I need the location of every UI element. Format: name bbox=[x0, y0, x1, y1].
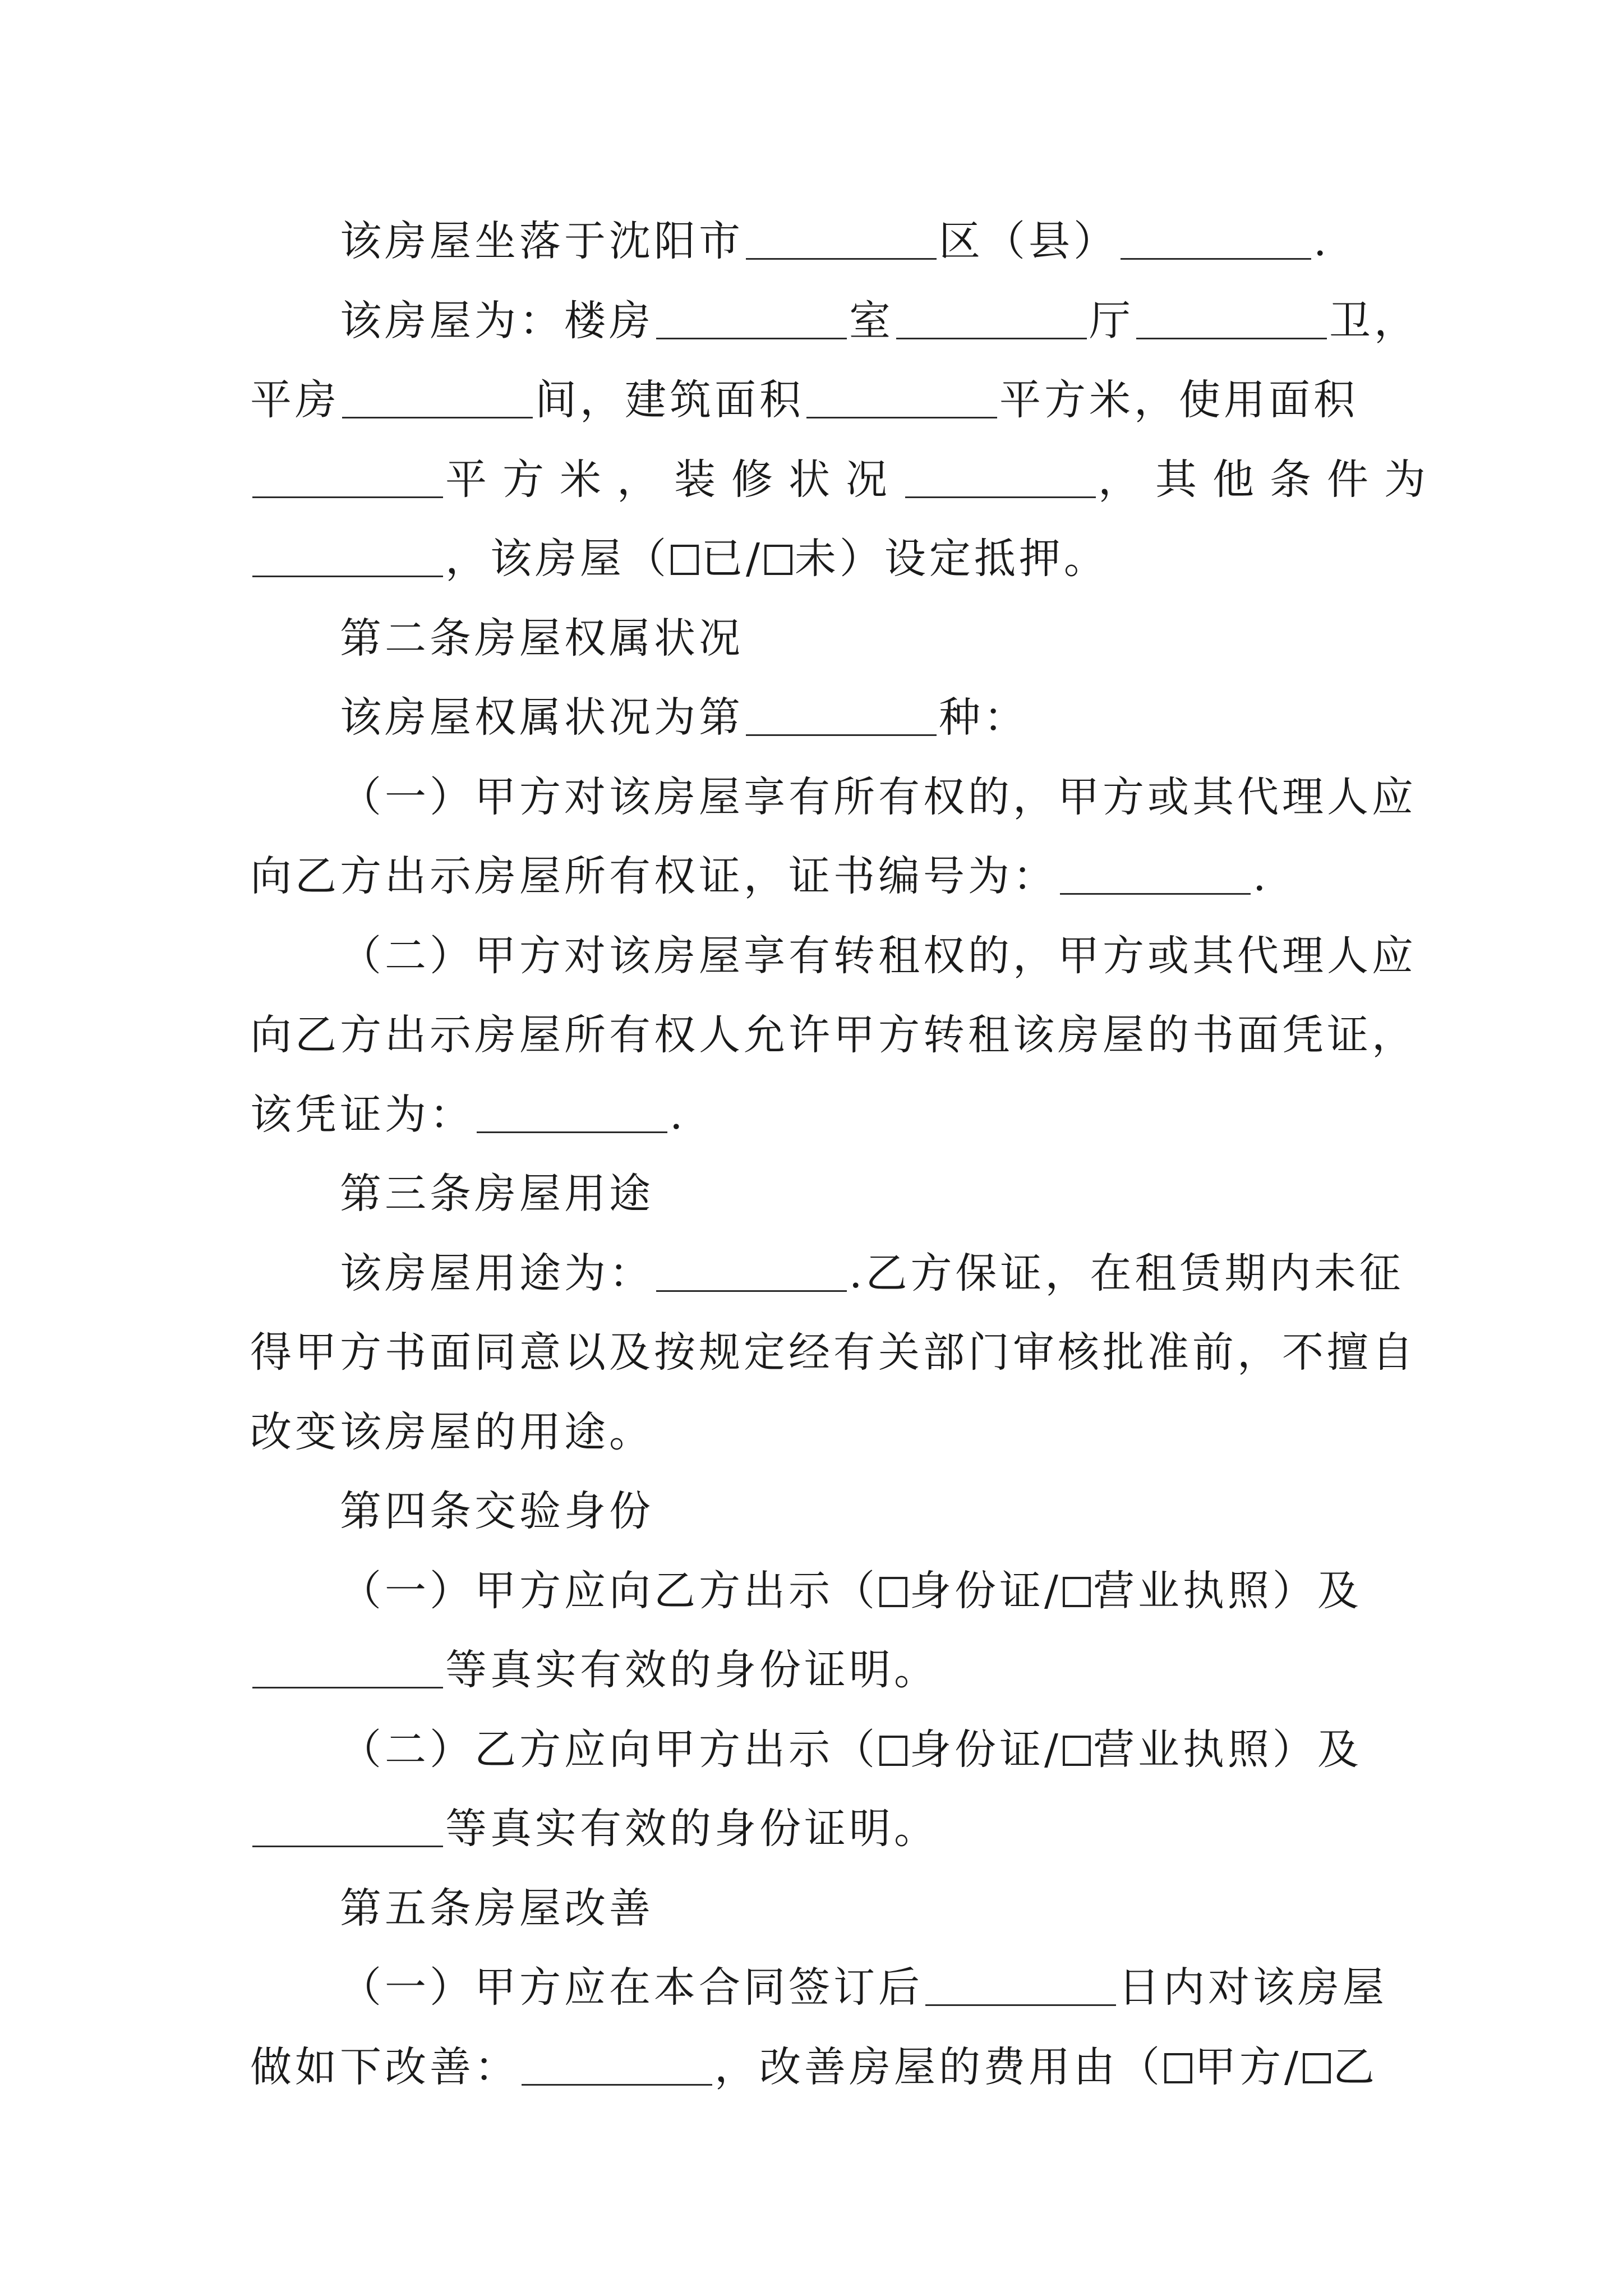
text-segment: . bbox=[670, 1090, 686, 1139]
fill-blank[interactable] bbox=[905, 496, 1096, 498]
text-segment: 向乙方出示房屋所有权人允许甲方转租该房屋的书面凭证， bbox=[250, 1011, 1417, 1059]
fill-blank[interactable] bbox=[806, 416, 997, 418]
heading-text: 第五条房屋改善 bbox=[340, 1884, 654, 1932]
text-segment: 甲方/ bbox=[1195, 2042, 1302, 2091]
text-segment: ，该房屋（ bbox=[445, 535, 670, 583]
paragraph-line bbox=[250, 1313, 1417, 1393]
checkbox-id-card[interactable] bbox=[879, 1736, 907, 1766]
paragraph-line bbox=[250, 1552, 1383, 1631]
text-segment: 平房 bbox=[250, 376, 340, 424]
fill-blank[interactable] bbox=[252, 575, 443, 577]
text-segment: 平方米，使用面积 bbox=[999, 376, 1358, 424]
text-segment: 营业执照）及 bbox=[1092, 1566, 1362, 1615]
fill-blank[interactable] bbox=[252, 496, 443, 498]
fill-blank[interactable] bbox=[342, 416, 533, 418]
checkbox-business-license[interactable] bbox=[1063, 1736, 1091, 1766]
paragraph-line bbox=[250, 1393, 1383, 1473]
paragraph-line bbox=[250, 282, 1419, 361]
text-segment: 厅 bbox=[1089, 296, 1134, 345]
heading-text: 第二条房屋权属状况 bbox=[340, 614, 744, 662]
text-segment: （一）甲方应在本合同签订后 bbox=[340, 1963, 923, 2012]
text-segment: ，其他条件为 bbox=[1098, 455, 1441, 504]
text-segment: （二）乙方应向甲方出示（ bbox=[340, 1725, 878, 1774]
paragraph-line bbox=[250, 1234, 1404, 1314]
fill-blank[interactable] bbox=[252, 1845, 443, 1847]
text-segment: 该凭证为： bbox=[250, 1090, 474, 1139]
fill-blank[interactable] bbox=[746, 257, 937, 260]
text-segment: 间，建筑面积 bbox=[535, 376, 804, 424]
paragraph-line bbox=[250, 1710, 1383, 1790]
fill-blank[interactable] bbox=[656, 1290, 847, 1292]
text-segment: 身份证/ bbox=[910, 1566, 1062, 1615]
text-segment: 该房屋用途为： bbox=[340, 1249, 654, 1297]
text-segment: 日内对该房屋 bbox=[1118, 1963, 1387, 2012]
text-segment: . bbox=[1253, 852, 1270, 900]
text-segment: 乙 bbox=[1332, 2042, 1378, 2091]
checkbox-party-a[interactable] bbox=[1164, 2053, 1192, 2083]
text-segment: 等真实有效的身份证明。 bbox=[445, 1805, 939, 1853]
text-segment: 已/ bbox=[701, 535, 763, 583]
paragraph-line bbox=[250, 758, 1417, 838]
paragraph-line bbox=[250, 440, 1441, 520]
document-body bbox=[250, 202, 1441, 2107]
text-segment: 室 bbox=[849, 296, 894, 345]
checkbox-business-license[interactable] bbox=[1063, 1577, 1091, 1607]
paragraph-line bbox=[250, 837, 1383, 917]
text-segment: 得甲方书面同意以及按规定经有关部门审核批准前，不擅自 bbox=[250, 1328, 1417, 1377]
paragraph-line bbox=[250, 1789, 1383, 1869]
fill-blank[interactable] bbox=[1136, 337, 1327, 339]
section-heading bbox=[250, 1154, 1383, 1234]
heading-text: 第三条房屋用途 bbox=[340, 1170, 654, 1218]
text-segment: . bbox=[1313, 217, 1330, 265]
text-segment: 种： bbox=[939, 693, 1029, 742]
text-segment: 做如下改善： bbox=[250, 2042, 519, 2091]
fill-blank[interactable] bbox=[746, 734, 937, 736]
fill-blank[interactable] bbox=[896, 337, 1087, 339]
checkbox-party-b[interactable] bbox=[1303, 2053, 1331, 2083]
paragraph-line bbox=[250, 202, 1383, 282]
text-segment: .乙方保证，在租赁期内未征 bbox=[849, 1249, 1404, 1297]
text-segment: （二）甲方对该房屋享有转租权的，甲方或其代理人应 bbox=[340, 931, 1417, 980]
section-heading bbox=[250, 599, 1383, 679]
text-segment: 等真实有效的身份证明。 bbox=[445, 1646, 939, 1694]
paragraph-line bbox=[250, 2028, 1383, 2108]
text-segment: 营业执照）及 bbox=[1092, 1725, 1362, 1774]
fill-blank[interactable] bbox=[522, 2083, 712, 2086]
text-segment: 身份证/ bbox=[910, 1725, 1062, 1774]
paragraph-line bbox=[250, 678, 1383, 758]
text-segment: （一）甲方对该房屋享有所有权的，甲方或其代理人应 bbox=[340, 772, 1417, 821]
paragraph-line bbox=[250, 1631, 1383, 1710]
fill-blank[interactable] bbox=[1060, 892, 1251, 895]
text-segment: 该房屋为：楼房 bbox=[340, 296, 654, 345]
text-segment: 平方米，装修状况 bbox=[445, 455, 903, 504]
text-segment: 该房屋权属状况为第 bbox=[340, 693, 744, 742]
text-segment: 未）设定抵押。 bbox=[794, 535, 1109, 583]
paragraph-line bbox=[250, 1948, 1387, 2028]
paragraph-line bbox=[250, 519, 1383, 599]
paragraph-line bbox=[250, 1075, 1383, 1155]
checkbox-id-card[interactable] bbox=[879, 1577, 907, 1607]
fill-blank[interactable] bbox=[1121, 257, 1311, 260]
section-heading bbox=[250, 1472, 1383, 1552]
paragraph-line bbox=[250, 996, 1417, 1075]
text-segment: ，改善房屋的费用由（ bbox=[714, 2042, 1163, 2091]
heading-text: 第四条交验身份 bbox=[340, 1487, 654, 1535]
paragraph-line bbox=[250, 361, 1383, 440]
fill-blank[interactable] bbox=[477, 1131, 667, 1133]
section-heading bbox=[250, 1869, 1383, 1949]
checkbox-mortgaged[interactable] bbox=[671, 545, 699, 575]
fill-blank[interactable] bbox=[252, 1686, 443, 1688]
fill-blank[interactable] bbox=[925, 2004, 1116, 2006]
text-segment: 改变该房屋的用途。 bbox=[250, 1407, 654, 1456]
text-segment: 区（县） bbox=[939, 217, 1118, 265]
checkbox-not-mortgaged[interactable] bbox=[764, 545, 792, 575]
text-segment: 向乙方出示房屋所有权证，证书编号为： bbox=[250, 852, 1058, 900]
text-segment: 卫， bbox=[1329, 296, 1419, 345]
text-segment: （一）甲方应向乙方出示（ bbox=[340, 1566, 878, 1615]
paragraph-line bbox=[250, 917, 1417, 996]
fill-blank[interactable] bbox=[656, 337, 847, 339]
text-segment: 该房屋坐落于沈阳市 bbox=[340, 217, 744, 265]
